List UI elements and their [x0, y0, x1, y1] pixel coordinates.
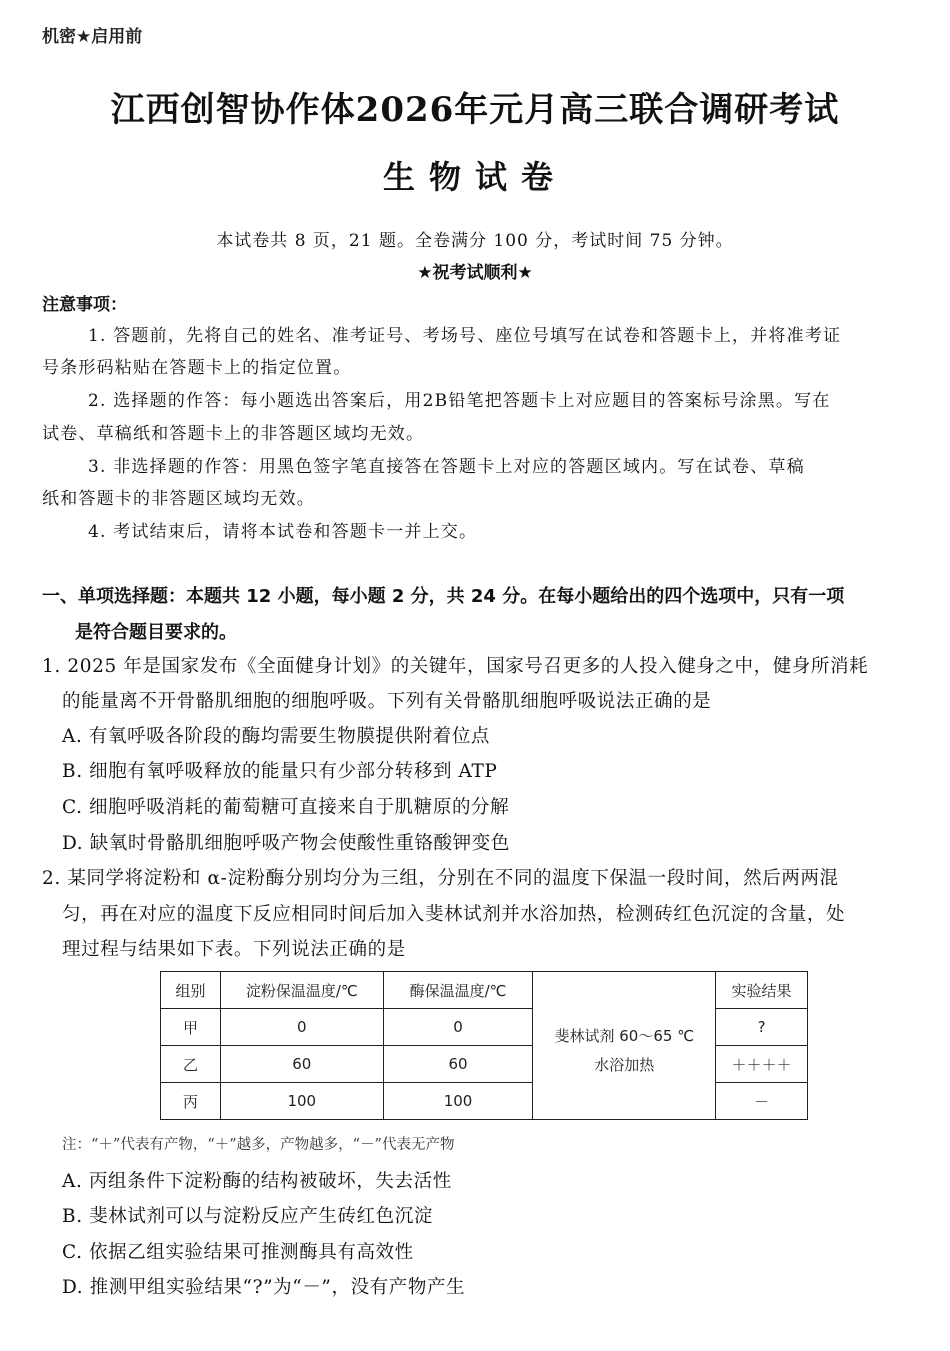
table-cell: 60 — [383, 1046, 533, 1083]
table-cell: 0 — [220, 1009, 383, 1046]
question-2-stem-cont: 匀，再在对应的温度下反应相同时间后加入斐林试剂并水浴加热，检测砖红色沉淀的含量，处 — [62, 904, 846, 925]
q2-option-a: A. 丙组条件下淀粉酶的结构被破坏，失去活性 — [62, 1171, 452, 1192]
question-2-stem: 2. 某同学将淀粉和 α-淀粉酶分别均分为三组，分别在不同的温度下保温一段时间，然后两两混 — [42, 868, 839, 889]
q1-option-c: C. 细胞呼吸消耗的葡萄糖可直接来自于肌糖原的分解 — [62, 797, 510, 818]
q1-option-b: B. 细胞有氧呼吸释放的能量只有少部分转移到 ATP — [62, 761, 498, 782]
table-header-cell: 实验结果 — [716, 972, 808, 1009]
table-header-cell: 组别 — [161, 972, 221, 1009]
table-cell: ? — [716, 1009, 808, 1046]
merged-cell-line: 斐林试剂 60～65 ℃ — [554, 1027, 695, 1045]
table-header-cell: 酶保温温度/℃ — [383, 972, 533, 1009]
notice-line: 3. 非选择题的作答：用黑色签字笔直接答在答题卡上对应的答题区域内。写在试卷、草稿 — [88, 457, 805, 477]
good-luck-banner: ★祝考试顺利★ — [417, 263, 533, 283]
q1-option-a: A. 有氧呼吸各阶段的酶均需要生物膜提供附着位点 — [62, 726, 491, 747]
question-1-stem-cont: 的能量离不开骨骼肌细胞的细胞呼吸。下列有关骨骼肌细胞呼吸说法正确的是 — [62, 691, 712, 712]
table-cell: 丙 — [161, 1083, 221, 1120]
table-cell: 100 — [220, 1083, 383, 1120]
q2-option-c: C. 依据乙组实验结果可推测酶具有高效性 — [62, 1242, 414, 1263]
section-heading: 一、单项选择题：本题共 12 小题，每小题 2 分，共 24 分。在每小题给出的四个选项中，只有一项 — [42, 586, 845, 607]
table-cell: 0 — [383, 1009, 533, 1046]
notice-line: 4. 考试结束后，请将本试卷和答题卡一并上交。 — [88, 522, 478, 542]
q2-option-d: D. 推测甲组实验结果“?”为“－”，没有产物产生 — [62, 1277, 466, 1298]
exam-info: 本试卷共 8 页，21 题。全卷满分 100 分，考试时间 75 分钟。 — [216, 231, 734, 251]
question-2-stem-cont: 理过程与结果如下表。下列说法正确的是 — [62, 939, 406, 960]
confidential-label: 机密★启用前 — [42, 27, 143, 47]
question-1-stem: 1. 2025 年是国家发布《全面健身计划》的关键年，国家号召更多的人投入健身之中，健身所消耗 — [42, 656, 869, 677]
section-heading-cont: 是符合题目要求的。 — [75, 622, 237, 643]
table-header-cell: 淀粉保温温度/℃ — [220, 972, 383, 1009]
notice-line: 号条形码粘贴在答题卡上的指定位置。 — [42, 358, 352, 378]
table-cell: 甲 — [161, 1009, 221, 1046]
notice-line: 2. 选择题的作答：每小题选出答案后，用2B铅笔把答题卡上对应题目的答案标号涂黑。写在 — [88, 391, 831, 411]
table-cell: 乙 — [161, 1046, 221, 1083]
notice-line: 1. 答题前，先将自己的姓名、准考证号、考场号、座位号填写在试卷和答题卡上，并将准考证 — [88, 326, 842, 346]
experiment-table — [160, 971, 808, 1120]
table-header-row — [161, 972, 808, 1009]
q1-option-d: D. 缺氧时骨骼肌细胞呼吸产物会使酸性重铬酸钾变色 — [62, 833, 510, 854]
table-cell: 60 — [220, 1046, 383, 1083]
table-cell: 100 — [383, 1083, 533, 1120]
merged-cell-line: 水浴加热 — [594, 1055, 655, 1074]
table-cell: － — [716, 1083, 808, 1120]
notice-heading: 注意事项： — [42, 295, 127, 315]
table-note: 注：“＋”代表有产物，“＋”越多，产物越多，“－”代表无产物 — [62, 1137, 455, 1153]
subject-title: 生物试卷 — [382, 158, 567, 196]
q2-option-b: B. 斐林试剂可以与淀粉反应产生砖红色沉淀 — [62, 1206, 433, 1227]
notice-line: 纸和答题卡的非答题区域均无效。 — [42, 489, 315, 509]
table-merged-cell — [533, 972, 716, 1120]
notice-line: 试卷、草稿纸和答题卡上的非答题区域均无效。 — [42, 424, 425, 444]
table-cell: ＋＋＋＋ — [716, 1046, 808, 1083]
exam-title: 江西创智协作体2026年元月高三联合调研考试 — [110, 90, 840, 130]
